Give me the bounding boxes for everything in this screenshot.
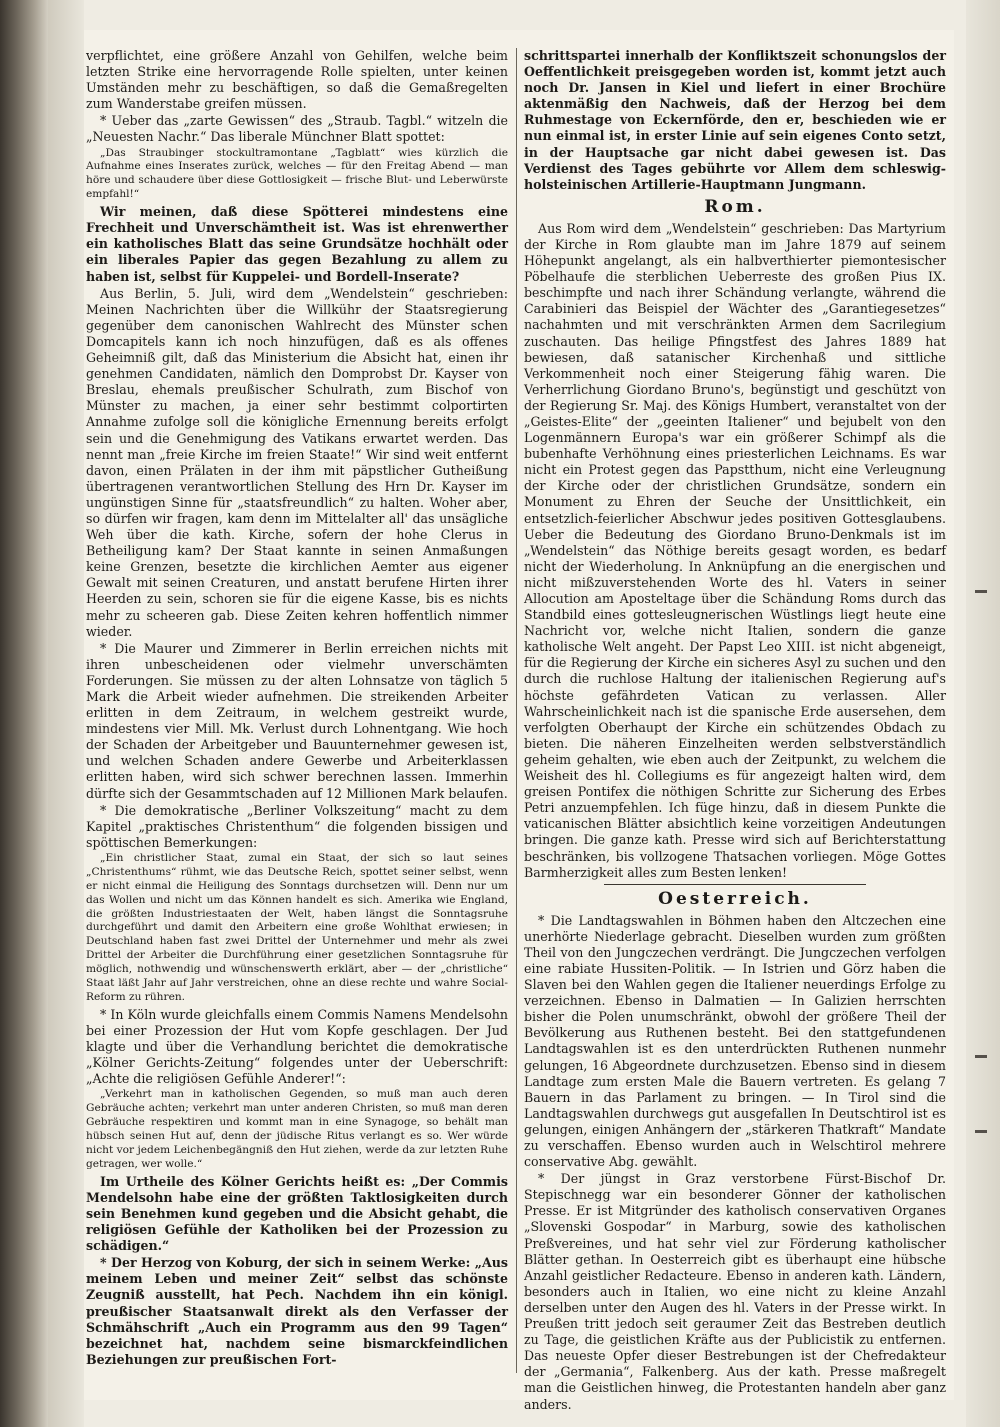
edge-mark [975, 1055, 987, 1058]
article-paragraph: Wir meinen, daß diese Spötterei mindestens eine Frechheit und Unverschämtheit ist. Was ist ehrenwerther ein katholisches Blatt das seine Grundsätze hochhält oder ein liberales Papier das gegen Bezahlung zu allem zu haben ist, selbst für Kuppelei- und Bordell-Inserate? [86, 204, 508, 284]
section-separator [604, 884, 866, 885]
page-gutter [48, 0, 84, 1427]
column-divider [516, 48, 517, 1373]
article-paragraph: schrittspartei innerhalb der Konfliktszeit schonungslos der Oeffentlichkeit preisgegeben worden ist, kommt jetzt auch noch Dr. Jansen in Kiel und liefert in einer Brochüre aktenmäßig den Nachweis, daß der Herzog bei dem Ruhmestage von Eckernförde, den er, beschieden wie er nun einmal ist, in erster Linie auf sein eigenes Conto setzt, in der Hauptsache gar nicht dabei gewesen ist. Das Verdienst des Tages gebührte vor Allem dem schleswig-holsteinischen Artillerie-Hauptmann Jungmann. [524, 48, 946, 192]
book-binding-shadow [0, 0, 48, 1427]
article-paragraph: Aus Berlin, 5. Juli, wird dem „Wendelstein“ geschrieben: Meinen Nachrichten über die Willkühr der Staatsregierung gegenüber dem canonischen Wahlrecht des Münster schen Domcapitels kann ich noch hinzufügen, daß es als offenes Geheimniß gilt, daß das Ministerium die Absicht hat, einen ihr genehmen Candidaten, nämlich den Domprobst Dr. Kayser von Breslau, ehemals preußischer Schulrath, zum Bischof von Münster zu machen, ja einer sehr bestimmt colportirten Annahme zufolge soll die königliche Ernennung bereits erfolgt sein und die Genehmigung des Vatikans erwartet werden. Das nennt man „freie Kirche im freien Staate!“ Wir sind weit entfernt davon, einen Prälaten in der ihm mit päpstlicher Gutheißung übertragenen verantwortlichen Stellung des Hrn Dr. Kayser im ungünstigen Sinne für „staatsfreundlich“ zu halten. Woher aber, so dürfen wir fragen, kam denn im Mittelalter all' das unsägliche Weh über die kath. Kirche, sofern der hohe Clerus in Betheiligung kam? Der Staat kannte in seinen Anmaßungen keine Grenzen, besetzte die kirchlichen Aemter aus eigener Gewalt mit seinen Creaturen, und anstatt berufene Hirten ihrer Heerden zu sein, schoren sie für die eigene Kasse, bis es nichts mehr zu scheeren gab. Diese Zeiten kehren hoffentlich nimmer wieder. [86, 285, 508, 639]
article-paragraph: * Die Landtagswahlen in Böhmen haben den Altczechen eine unerhörte Niederlage gebracht. Dieselben wurden zum größten Theil von den Jungczechen verdrängt. Die Jungczechen verfolgen eine rabiate Hussiten-Politik. — In Istrien und Görz haben die Slaven bei den Wahlen gegen die Italiener neuerdings Erfolge zu verzeichnen. Ebenso in Dalmatien — In Galizien herrschten bisher die Polen unumschränkt, obwohl der größere Theil der Bevölkerung aus Ruthenen besteht. Bei den stattgefundenen Landtagswahlen ist es den unterdrückten Ruthenen nunmehr gelungen, 16 Abgeordnete durchzusetzen. Ebenso sind in diesem Landtage zum ersten Male die Bauern vertreten. Es gelang 7 Bauern in das Parlament zu bringen. — In Tirol sind die Landtagswahlen durchwegs gut ausgefallen In Deutschtirol ist es gelungen, einigen Anhängern der „stärkeren Thatkraft“ Mandate zu verschaffen. Ebenso wurden auch in Welschtirol mehrere conservative Abg. gewählt. [524, 912, 946, 1170]
article-paragraph: * Die demokratische „Berliner Volkszeitung“ macht zu dem Kapitel „praktisches Christenthum“ die folgenden bissigen und spöttischen Bemerkungen: [86, 802, 508, 850]
quote-paragraph: „Verkehrt man in katholischen Gegenden, so muß man auch deren Gebräuche achten; verkehrt man unter anderen Christen, so muß man deren Gebräuche respektiren und kommt man in eine Synagoge, so behält man hübsch seinen Hut auf, denn der jüdische Ritus verlangt es so. Wer würde nicht vor jedem Leichenbegängniß den Hut ziehen, werde da zur letzten Ruhe getragen, wer wolle.“ [86, 1088, 508, 1170]
article-paragraph: verpflichtet, eine größere Anzahl von Gehilfen, welche beim letzten Strike eine hervorragende Rolle spielten, unter keinen Umständen mehr zu beschäftigen, so daß die Gemaßregelten zum Wanderstabe greifen müssen. [86, 48, 508, 112]
section-heading-rom: Rom. [704, 196, 766, 217]
article-paragraph: * Ueber das „zarte Gewissen“ des „Straub. Tagbl.“ witzeln die „Neuesten Nachr.“ Das liberale Münchner Blatt spottet: [86, 113, 508, 145]
right-column [524, 48, 946, 1412]
next-page-edge [966, 0, 1000, 1427]
edge-mark [975, 590, 987, 593]
quote-paragraph: „Das Straubinger stockultramontane „Tagblatt“ wies kürzlich die Aufnahme eines Inserates zurück, welches — für den Freitag Abend — man höre und schaudere über diese Gottlosigkeit — frische Blut- und Leberwürste empfahl!“ [86, 146, 508, 201]
article-paragraph: * In Köln wurde gleichfalls einem Commis Namens Mendelsohn bei einer Prozession der Hut vom Kopfe geschlagen. Der Jud klagte und über die Verhandlung berichtet die demokratische „Kölner Gerichts-Zeitung“ folgendes unter der Ueberschrift: „Achte die religiösen Gefühle Anderer!“: [86, 1006, 508, 1087]
article-paragraph: Im Urtheile des Kölner Gerichts heißt es: „Der Commis Mendelsohn habe eine der größten Taktlosigkeiten durch sein Benehmen kund gegeben und die Absicht gehabt, die religiösen Gefühle der Katholiken bei der Prozession zu schädigen.“ [86, 1173, 508, 1254]
section-heading-oesterreich: Oesterreich. [658, 888, 812, 909]
article-paragraph: * Die Maurer und Zimmerer in Berlin erreichen nichts mit ihren unbescheidenen oder vielmehr unverschämten Forderungen. Sie müssen zu der alten Lohnsatze von täglich 5 Mark die Arbeit wieder aufnehmen. Die streikenden Arbeiter erlitten in dem Zeitraum, in welchem gestreikt wurde, mindestens vier Mill. Mk. Verlust durch Lohnentgang. Wie hoch der Schaden der Arbeitgeber und Bauunternehmer gewesen ist, und welchen Schaden andere Gewerbe und Arbeiterklassen erlitten haben, wird sich schwer berechnen lassen. Immerhin dürfte sich der Gesammtschaden auf 12 Millionen Mark belaufen. [86, 640, 508, 801]
quote-paragraph: „Ein christlicher Staat, zumal ein Staat, der sich so laut seines „Christenthums“ rühmt, wie das Deutsche Reich, spottet seiner selbst, wenn er nicht einmal die Heiligung des Sonntags durchsetzen will. Denn nur um das Wollen und nicht um das Können handelt es sich. Amerika wie England, die größten Industriestaaten der Welt, haben längst die Sonntagsruhe durchgeführt und damit den Arbeitern eine große Wohlthat erwiesen; in Deutschland haben fast zwei Drittel der Unternehmer und mehr als zwei Drittel der Arbeiter die Durchführung einer gesetzlichen Sonntagsruhe für möglich, nothwendig und wünschenswerth erklärt, aber — der „christliche“ Staat läßt Jahr auf Jahr verstreichen, ohne an diese rechte und wahre Social-Reform zu rühren. [86, 851, 508, 1003]
article-paragraph: * Der Herzog von Koburg, der sich in seinem Werke: „Aus meinem Leben und meiner Zeit“ selbst das schönste Zeugniß ausstellt, hat Pech. Nachdem ihn ein königl. preußischer Staatsanwalt direkt als den Verfasser der Schmähschrift „Auch ein Programm aus den 99 Tagen“ bezeichnet hat, nachdem seine bismarckfeindlichen Beziehungen zur preußischen Fort- [86, 1255, 508, 1367]
newspaper-page [84, 30, 954, 1412]
article-paragraph: * Der jüngst in Graz verstorbene Fürst-Bischof Dr. Stepischnegg war ein besonderer Gönner der katholischen Presse. Er ist Mitgründer des katholisch conservativen Organes „Slovenski Gospodar“ in Marburg, sowie des katholischen Preßvereines, und hat sehr viel zur Förderung katholischer Blätter gethan. In Oesterreich gibt es überhaupt eine hübsche Anzahl geistlicher Redacteure. Ebenso in anderen kath. Ländern, besonders auch in Italien, wo eine nicht zu kleine Anzahl derselben unter den Augen des hl. Vaters in der Presse wirkt. In Preußen tritt jedoch seit geraumer Zeit das Bestreben deutlich zu Tage, die geistlichen Kräfte aus der Publicistik zu entfernen. Das neueste Opfer dieser Bestrebungen ist der Chefredakteur der „Germania“, Falkenberg. Aus der kath. Presse maßregelt man die Geistlichen hinweg, die Protestanten handeln aber ganz anders. [524, 1171, 946, 1412]
left-column [86, 48, 508, 1388]
edge-mark [975, 1130, 987, 1133]
article-paragraph: Aus Rom wird dem „Wendelstein“ geschrieben: Das Martyrium der Kirche in Rom glaubte man im Jahre 1879 auf seinem Höhepunkt angelangt, als ein halbverthierter piemontesischer Pöbelhaufe die sterblichen Ueberreste des großen Pius IX. beschimpfte und nach ihrer Schändung verlangte, während die Carabinieri das Beispiel der Wächter des „Garantiegesetzes“ nachahmten und mit verschränkten Armen dem Sacrilegium zuschauten. Das heilige Pfingstfest des Jahres 1889 hat bewiesen, daß satanischer Kirchenhaß und sittliche Verkommenheit noch einer Steigerung fähig waren. Die Verherrlichung Giordano Bruno's, begünstigt und geschützt von der Regierung Sr. Maj. des Königs Humbert, veranstaltet von der „Geistes-Elite“ der „geeinten Italiener“ und bejubelt von den Logenmännern Europa's war ein größerer Schimpf als die bubenhafte Verhöhnung eines priesterlichen Leichnams. Es war nicht ein Protest gegen das Papstthum, nicht eine Verleugnung der Kirche oder der christlichen Grundsätze, sondern ein Monument zu Ehren der Seuche der Unsittlichkeit, ein entsetzlich-feierlicher Abschwur jedes positiven Gottesglaubens. Ueber die Bedeutung des Giordano Bruno-Denkmals ist im „Wendelstein“ das Nöthige bereits gesagt worden, es bedarf nicht der Wiederholung. In Anknüpfung an die energischen und nicht mißzuverstehenden Worte des hl. Vaters in seiner Allocution am Aposteltage über die Schändung Roms durch das Standbild eines gottesleugnerischen Wüstlings liegt heute eine Nachricht vor, welche nicht Italien, sondern die ganze katholische Welt angeht. Der Papst Leo XIII. ist nicht abgeneigt, für die Regierung der Kirche ein sicheres Asyl zu suchen und den durch die ruchlose Haltung der italienischen Regierung auf's höchste gefährdeten Vatican zu verlassen. Aller Wahrscheinlichkeit nach ist die spanische Erde ausersehen, dem verfolgten Oberhaupt der Kirche ein schützendes Obdach zu bieten. Die näheren Einzelheiten werden selbstverständlich geheim gehalten, wie eben auch der Zeitpunkt, zu welchem die Weisheit des hl. Collegiums es für angezeigt halten wird, dem greisen Pontifex die nöthigen Schritte zur Sicherung des Erbes Petri anzuempfehlen. Ich füge hinzu, daß in diesem Punkte die vaticanischen Blätter absichtlich keine vorzeitigen Andeutungen bringen. Die ganze kath. Presse wird sich auf Berichterstattung beschränken, bis vollzogene Thatsachen vorliegen. Möge Gottes Barmherzigkeit alles zum Besten lenken! [524, 220, 946, 880]
